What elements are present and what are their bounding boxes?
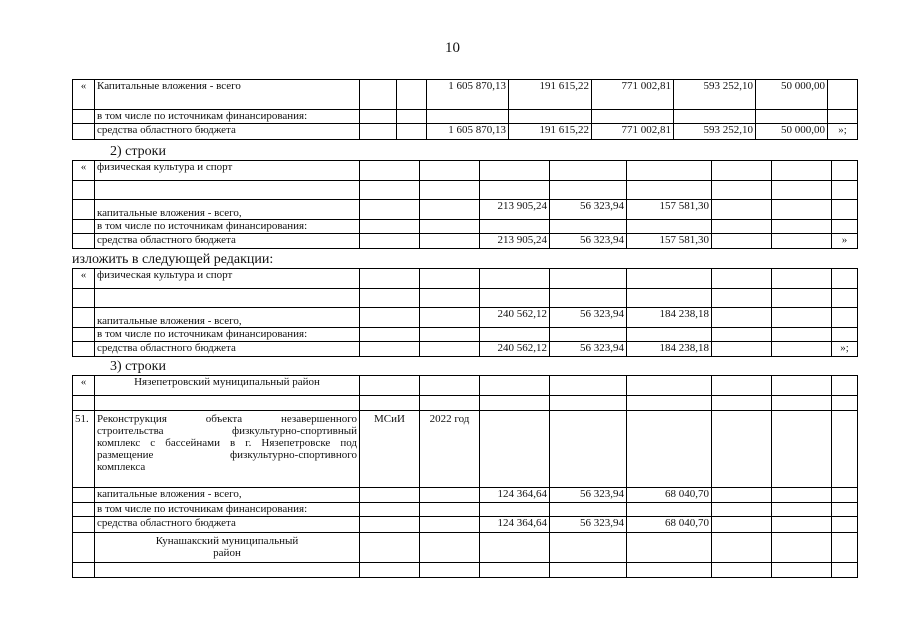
executor: МСиИ (360, 411, 420, 488)
table-row (73, 396, 858, 411)
description-line: размещение физкультурно-спортивного (97, 449, 357, 461)
cell-value: 50 000,00 (756, 124, 828, 140)
row-label: капитальные вложения - всего, (95, 488, 360, 503)
table-row (73, 124, 858, 140)
table-row (73, 563, 858, 578)
description-line: комплекса (97, 461, 146, 473)
close-quote: » (832, 234, 858, 249)
row-label: средства областного бюджета (95, 124, 360, 140)
table-row (73, 488, 858, 503)
section-title: физическая культура и спорт (95, 269, 360, 289)
description-line: комплекс с бассейнами в г. Нязепетровске под (97, 437, 357, 449)
cell-value: 191 615,22 (509, 80, 592, 110)
table-row (73, 161, 858, 181)
cell-value: 68 040,70 (627, 517, 712, 533)
cell-value: 56 323,94 (550, 234, 627, 249)
cell-value: 771 002,81 (592, 80, 674, 110)
row-label: средства областного бюджета (95, 342, 360, 357)
cell-value: 68 040,70 (627, 488, 712, 503)
cell-value: 124 364,64 (480, 517, 550, 533)
table-row (73, 269, 858, 289)
cell-value: 157 581,30 (627, 200, 712, 220)
district-line: Кунашакский муниципальный (155, 535, 299, 547)
row-label: капитальные вложения - всего, (95, 200, 360, 220)
row-label: в том числе по источникам финансирования: (95, 110, 360, 124)
open-quote: « (73, 269, 95, 289)
cell-value: 1 605 870,13 (427, 124, 509, 140)
heading-edit: изложить в следующей редакции: (72, 252, 274, 267)
heading-2-rows: 2) строки (110, 144, 166, 159)
table-nyazepetrovsk (72, 375, 858, 578)
cell-value: 593 252,10 (674, 124, 756, 140)
cell-value: 50 000,00 (756, 80, 828, 110)
cell-value: 593 252,10 (674, 80, 756, 110)
table-row (73, 342, 858, 357)
cell-value: 240 562,12 (480, 308, 550, 328)
row-label: капитальные вложения - всего, (95, 308, 360, 328)
row-label: в том числе по источникам финансирования: (95, 503, 360, 517)
object-description (95, 411, 360, 488)
section-title: физическая культура и спорт (95, 161, 360, 181)
table-row (73, 376, 858, 396)
table-row (73, 289, 858, 308)
cell-value: 213 905,24 (480, 200, 550, 220)
cell-value: 56 323,94 (550, 488, 627, 503)
district-line: район (213, 547, 241, 559)
table-row (73, 181, 858, 200)
cell-value: 157 581,30 (627, 234, 712, 249)
row-label: средства областного бюджета (95, 234, 360, 249)
table-row (73, 503, 858, 517)
table-row (73, 234, 858, 249)
description-line: Реконструкция объекта незавершенного (97, 413, 357, 425)
open-quote: « (73, 376, 95, 396)
cell-value: 184 238,18 (627, 308, 712, 328)
cell-value: 771 002,81 (592, 124, 674, 140)
year: 2022 год (420, 411, 480, 488)
cell-value: 56 323,94 (550, 517, 627, 533)
cell-value: 213 905,24 (480, 234, 550, 249)
cell-value: 184 238,18 (627, 342, 712, 357)
district-title: Нязепетровский муниципальный район (95, 376, 360, 396)
heading-3-rows: 3) строки (110, 359, 166, 374)
open-quote: « (73, 80, 95, 110)
table-sport-old (72, 160, 858, 249)
table-row (73, 80, 858, 110)
table-row (73, 328, 858, 342)
row-label: Капитальные вложения - всего (95, 80, 360, 110)
row-label: средства областного бюджета (95, 517, 360, 533)
cell-value: 124 364,64 (480, 488, 550, 503)
table-row (73, 200, 858, 220)
close-quote: »; (832, 342, 858, 357)
cell-value: 240 562,12 (480, 342, 550, 357)
table-capital-investment-total (72, 79, 858, 140)
cell-value: 1 605 870,13 (427, 80, 509, 110)
table-row (73, 110, 858, 124)
item-number: 51. (73, 411, 95, 488)
close-quote: »; (828, 124, 858, 140)
page-number: 10 (445, 40, 460, 56)
open-quote: « (73, 161, 95, 181)
table-sport-new (72, 268, 858, 357)
cell-value: 56 323,94 (550, 308, 627, 328)
table-row (73, 517, 858, 533)
row-label: в том числе по источникам финансирования: (95, 220, 360, 234)
table-row (73, 308, 858, 328)
cell-value: 56 323,94 (550, 342, 627, 357)
table-row (73, 220, 858, 234)
row-label: в том числе по источникам финансирования: (95, 328, 360, 342)
description-line: строительства физкультурно-спортивный (97, 425, 357, 437)
table-row (73, 533, 858, 563)
cell-value: 191 615,22 (509, 124, 592, 140)
table-row (73, 411, 858, 488)
cell-value: 56 323,94 (550, 200, 627, 220)
district-title-2 (95, 533, 360, 563)
